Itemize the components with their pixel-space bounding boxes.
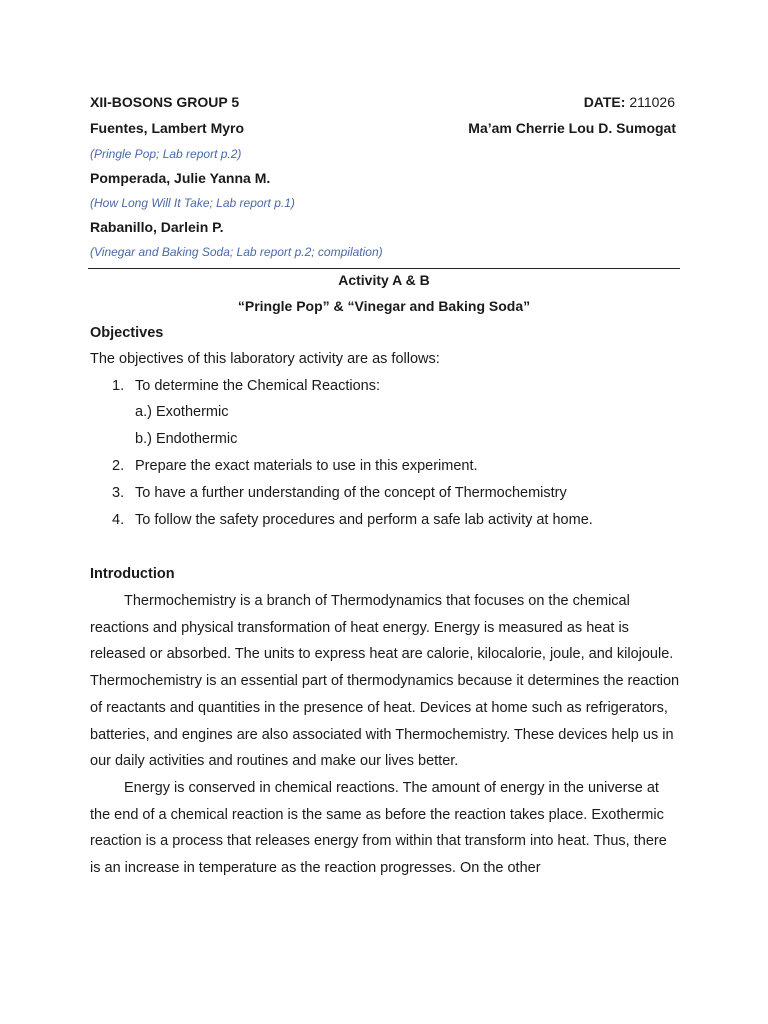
list-subitem: b.) Endothermic — [135, 431, 238, 447]
date-line — [584, 94, 675, 110]
list-item: Prepare the exact materials to use in this experiment. — [135, 458, 478, 474]
member-note: (Pringle Pop; Lab report p.2) — [90, 147, 242, 161]
objectives-intro: The objectives of this laboratory activity are as follows: — [90, 351, 440, 367]
member-name: Pomperada, Julie Yanna M. — [90, 170, 271, 186]
introduction-body — [90, 588, 680, 882]
header-divider — [88, 268, 680, 269]
member-name: Rabanillo, Darlein P. — [90, 219, 224, 235]
member-name: Fuentes, Lambert Myro — [90, 120, 245, 136]
list-subitem: a.) Exothermic — [135, 404, 229, 420]
activity-title: Activity A & B — [338, 272, 430, 288]
list-number: 3. — [112, 485, 125, 501]
date-label: DATE: — [583, 94, 626, 110]
member-note: (How Long Will It Take; Lab report p.1) — [90, 196, 295, 210]
paragraph: Thermochemistry is a branch of Thermodynamics that focuses on the chemical reactions and physical transformation of heat energy. Energy is measured as heat is released or absorbed. The units to express heat are calorie, kilocalorie, joule, and kilojoule. Thermochemistry is an essential part of thermodynamics because it determines the reaction of reactants and quantities in the presence of heat. Devices at home such as refrigerators, batteries, and engines are also associated with Thermochemistry. These devices help us in our daily activities and routines and make our lives better. — [90, 593, 680, 770]
activity-subtitle: “Pringle Pop” & “Vinegar and Baking Soda” — [237, 298, 531, 314]
date-value: 211026 — [629, 94, 675, 110]
paragraph: Energy is conserved in chemical reactions. The amount of energy in the universe at the end of a chemical reaction is the same as before the reaction takes place. Exothermic reaction is a process that releases energy from within that transform into heat. Thus, there is an increase in temperature as the reaction progresses. On the other — [90, 779, 667, 877]
list-number: 4. — [112, 512, 125, 528]
member-note: (Vinegar and Baking Soda; Lab report p.2; compilation) — [90, 245, 383, 259]
list-number: 1. — [112, 378, 125, 394]
introduction-heading: Introduction — [90, 566, 175, 582]
list-item: To follow the safety procedures and perform a safe lab activity at home. — [135, 512, 593, 528]
group-name: XII-BOSONS GROUP 5 — [90, 94, 240, 110]
list-item: To determine the Chemical Reactions: — [135, 378, 381, 394]
list-number: 2. — [112, 458, 125, 474]
list-item: To have a further understanding of the concept of Thermochemistry — [135, 485, 567, 501]
teacher-name: Ma’am Cherrie Lou D. Sumogat — [468, 120, 676, 136]
objectives-heading: Objectives — [90, 325, 164, 341]
